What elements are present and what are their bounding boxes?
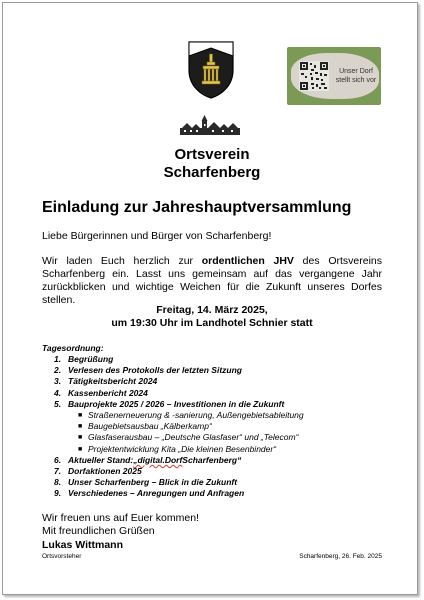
closing-line-2: Mit freundlichen Grüßen [42,525,155,537]
closing-line-1: Wir freuen uns auf Euer kommen! [42,512,199,524]
intro-line-3: zurückblicken und wichtige Weichen für die Zukunft unseres Dorfes [42,281,382,293]
agenda-subitem [54,444,384,455]
intro-bold-text: ordentlichen JHV [201,255,294,267]
bullet-icon: ■ [78,423,83,431]
agenda-number: 7. [54,466,62,477]
signer-name: Lukas Wittmann [42,539,123,551]
qr-caption: Unser Dorf stellt sich vor [335,68,377,84]
agenda-number: 4. [54,387,62,398]
agenda-item [54,466,384,477]
agenda-text: Unser Scharfenberg – Blick in die Zukunft [68,477,238,488]
coat-of-arms-logo [187,40,235,100]
agenda-text: Begrüßung [68,354,114,364]
meeting-date: Freitag, 14. März 2025, [156,304,268,316]
agenda-subitem-text: Baugebietsausbau „Kälberkamp“ [88,421,212,432]
agenda-number: 6. [54,454,62,465]
agenda-text: Verschiedenes – Anregungen und Anfragen [68,488,245,499]
intro-text: Wir laden Euch herzlich zur [42,255,202,267]
agenda-title: Tagesordnung: [42,343,104,353]
closing-block [42,512,242,538]
agenda-number: 1. [54,354,62,364]
agenda-text: Bauprojekte 2025 / 2026 – Investitionen in die Zukunft [68,398,285,409]
agenda-number: 3. [54,376,62,387]
stone-sign [291,53,379,99]
agenda-item [54,388,384,399]
agenda-text: Dorfaktionen 2025 [68,466,142,477]
agenda-subitem [54,432,384,443]
agenda-subitem-text: Straßenerneuerung & -sanierung, Außengebietsableitung [88,410,304,421]
place-date: Scharfenberg, 26. Feb. 2025 [299,553,382,560]
agenda-subitem-text: Projektentwicklung Kita „Die kleinen Besenbinder“ [88,443,277,454]
intro-line-4: stellen. [42,294,76,306]
meeting-datetime [42,304,382,330]
agenda-item [54,399,384,410]
agenda-text: Kassenbericht 2024 [68,387,148,398]
spellcheck-marked-text: „digital.Dorf [133,454,183,465]
agenda-number: 2. [54,365,62,376]
agenda-list [54,354,384,500]
org-name-line2: Scharfenberg [163,164,261,181]
intro-line-1 [42,255,382,268]
agenda-item [54,354,384,365]
agenda-item [54,376,384,387]
agenda-subitem [54,410,384,421]
agenda-number: 5. [54,398,62,409]
agenda-text: Tätigkeitsbericht 2024 [68,376,158,387]
qr-code-photo [287,47,381,105]
agenda-number: 8. [54,477,62,488]
agenda-subitem [54,421,384,432]
qr-code-icon [299,61,329,91]
agenda-text: Aktueller Stand: [68,454,134,465]
intro-paragraph [42,255,382,307]
bullet-icon: ■ [78,445,83,453]
agenda-item [54,477,384,488]
meeting-time-place: um 19:30 Uhr im Landhotel Schnier statt [111,317,313,329]
bullet-icon: ■ [78,412,83,420]
letter-greeting: Liebe Bürgerinnen und Bürger von Scharfenberg! [42,230,272,242]
intro-line-2: Scharfenberg ein. Lasst uns gemeinsam auf das vergangene Jahr [42,268,382,280]
agenda-text: Scharfenberg“ [182,454,242,465]
agenda-number: 9. [54,488,62,499]
agenda-text: Verlesen des Protokolls der letzten Sitzung [68,365,242,376]
letter-heading: Einladung zur Jahreshauptversammlung [42,199,352,216]
agenda-subitem-text: Glasfaserausbau – „Deutsche Glasfaser“ und „Telecom“ [88,432,299,443]
agenda-item [54,488,384,499]
village-skyline-icon [178,114,242,136]
signer-role: Ortsvorsteher [42,553,82,560]
intro-text: des Ortsvereins [293,255,382,267]
organization-name [0,146,424,182]
bullet-icon: ■ [78,434,83,442]
org-name-line1: Ortsverein [174,146,250,163]
agenda-item [54,455,384,466]
agenda-item [54,365,384,376]
